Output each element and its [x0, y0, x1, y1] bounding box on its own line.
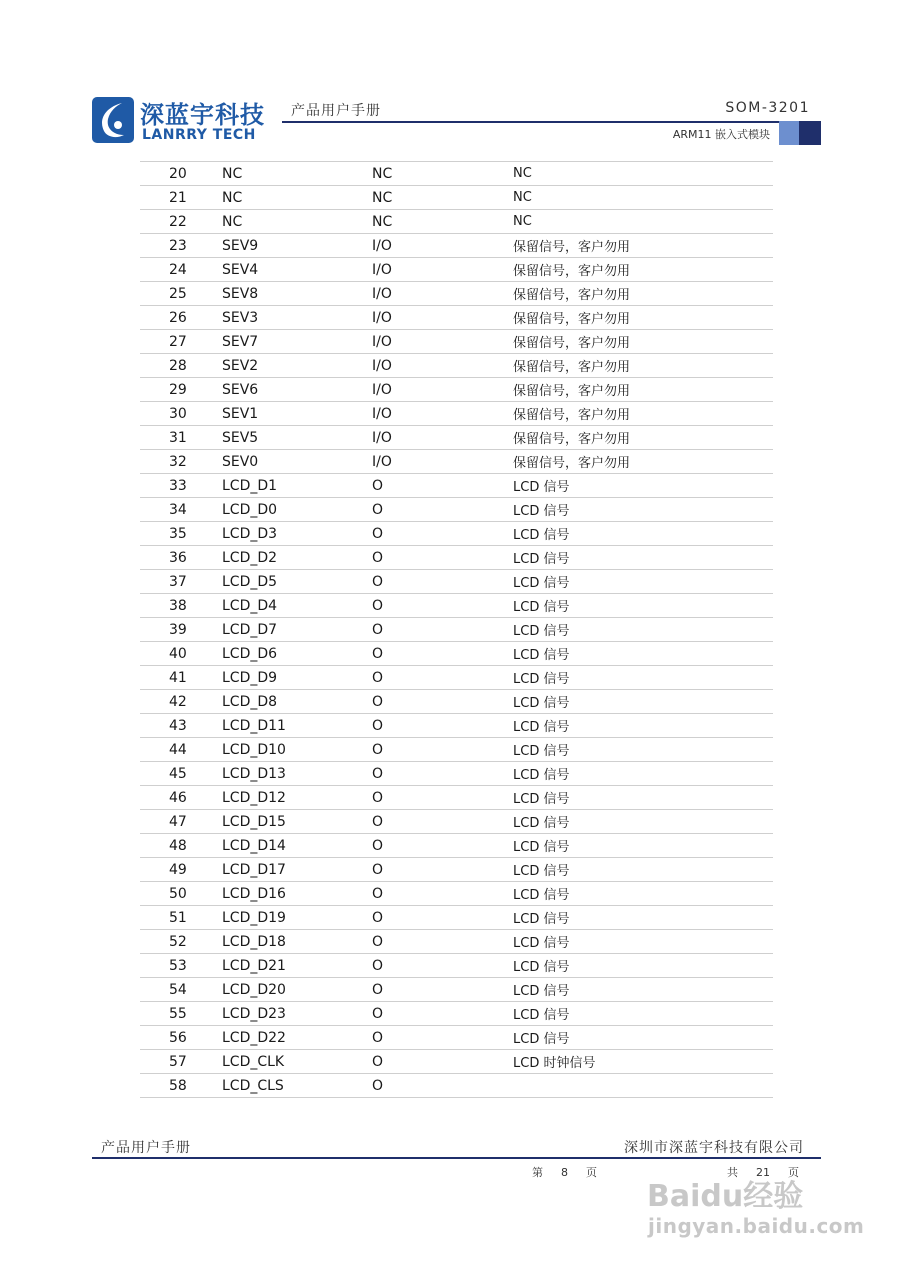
watermark-brand: Baidu经验	[647, 1179, 804, 1214]
table-row	[140, 426, 773, 450]
pin-type: I/O	[372, 234, 513, 258]
table-row	[140, 786, 773, 810]
pin-description: LCD 信号	[513, 930, 773, 954]
footer-doc-title: 产品用户手册	[101, 1140, 191, 1156]
pin-description: LCD 信号	[513, 978, 773, 1002]
pin-description: NC	[513, 162, 773, 186]
pin-name: LCD_D19	[222, 906, 372, 930]
table-row	[140, 642, 773, 666]
pin-type: O	[372, 882, 513, 906]
pin-type: O	[372, 1002, 513, 1026]
pin-description: LCD 信号	[513, 810, 773, 834]
table-row	[140, 738, 773, 762]
pin-name: LCD_D1	[222, 474, 372, 498]
table-row	[140, 618, 773, 642]
table-row	[140, 402, 773, 426]
pin-number: 22	[140, 210, 222, 234]
table-row	[140, 978, 773, 1002]
pin-type: O	[372, 594, 513, 618]
table-row	[140, 1050, 773, 1074]
pin-type: O	[372, 1026, 513, 1050]
pin-name: NC	[222, 186, 372, 210]
pin-name: SEV6	[222, 378, 372, 402]
table-row	[140, 330, 773, 354]
pin-type: I/O	[372, 426, 513, 450]
pin-description: LCD 信号	[513, 570, 773, 594]
pin-number: 23	[140, 234, 222, 258]
pin-number: 53	[140, 954, 222, 978]
pin-description: LCD 信号	[513, 618, 773, 642]
pin-number: 46	[140, 786, 222, 810]
pin-description: LCD 信号	[513, 1026, 773, 1050]
pin-description: 保留信号，客户勿用	[513, 354, 773, 378]
table-row	[140, 354, 773, 378]
pin-number: 44	[140, 738, 222, 762]
pin-description: LCD 信号	[513, 954, 773, 978]
pin-number: 35	[140, 522, 222, 546]
pin-number: 51	[140, 906, 222, 930]
pin-name: LCD_D8	[222, 690, 372, 714]
table-row	[140, 1074, 773, 1098]
pin-name: SEV7	[222, 330, 372, 354]
pin-description: 保留信号，客户勿用	[513, 426, 773, 450]
pin-number: 34	[140, 498, 222, 522]
page-prefix: 第	[532, 1166, 543, 1179]
pin-name: LCD_CLK	[222, 1050, 372, 1074]
pin-type: O	[372, 642, 513, 666]
header-doc-title: 产品用户手册	[291, 103, 381, 119]
table-row	[140, 162, 773, 186]
pin-type: O	[372, 570, 513, 594]
pin-type: O	[372, 522, 513, 546]
pin-description: LCD 信号	[513, 1002, 773, 1026]
pin-type: I/O	[372, 378, 513, 402]
pin-type: O	[372, 906, 513, 930]
table-row	[140, 234, 773, 258]
pin-type: O	[372, 666, 513, 690]
table-row	[140, 378, 773, 402]
pin-type: O	[372, 810, 513, 834]
pin-name: LCD_D21	[222, 954, 372, 978]
total-num: 21	[756, 1166, 770, 1179]
pin-description: LCD 信号	[513, 738, 773, 762]
pin-name: LCD_D23	[222, 1002, 372, 1026]
table-row	[140, 546, 773, 570]
page-suffix: 页	[586, 1166, 597, 1179]
table-row	[140, 714, 773, 738]
table-row	[140, 810, 773, 834]
table-row	[140, 954, 773, 978]
pin-number: 49	[140, 858, 222, 882]
pin-number: 39	[140, 618, 222, 642]
pin-type: O	[372, 618, 513, 642]
pin-type: I/O	[372, 282, 513, 306]
pin-name: LCD_D0	[222, 498, 372, 522]
pin-number: 56	[140, 1026, 222, 1050]
pin-number: 20	[140, 162, 222, 186]
pin-number: 57	[140, 1050, 222, 1074]
pin-number: 37	[140, 570, 222, 594]
pin-number: 30	[140, 402, 222, 426]
pin-definition-table	[140, 161, 773, 1098]
pin-name: LCD_D13	[222, 762, 372, 786]
pin-type: O	[372, 738, 513, 762]
pin-description: LCD 信号	[513, 906, 773, 930]
table-row	[140, 1002, 773, 1026]
header-subtitle: ARM11 嵌入式模块	[672, 128, 770, 141]
pin-type: I/O	[372, 402, 513, 426]
pin-name: NC	[222, 162, 372, 186]
header-accent-dark	[799, 121, 821, 145]
pin-number: 52	[140, 930, 222, 954]
pin-name: LCD_D16	[222, 882, 372, 906]
watermark-url: jingyan.baidu.com	[648, 1214, 865, 1238]
pin-name: LCD_D11	[222, 714, 372, 738]
pin-name: LCD_D22	[222, 1026, 372, 1050]
pin-description: 保留信号，客户勿用	[513, 402, 773, 426]
table-row	[140, 858, 773, 882]
pin-number: 33	[140, 474, 222, 498]
pin-number: 26	[140, 306, 222, 330]
pin-number: 27	[140, 330, 222, 354]
pin-description: LCD 信号	[513, 546, 773, 570]
pin-number: 24	[140, 258, 222, 282]
pin-number: 41	[140, 666, 222, 690]
pin-name: LCD_D7	[222, 618, 372, 642]
pin-number: 36	[140, 546, 222, 570]
table-row	[140, 1026, 773, 1050]
pin-number: 58	[140, 1074, 222, 1098]
table-row	[140, 282, 773, 306]
pin-name: SEV5	[222, 426, 372, 450]
pin-number: 40	[140, 642, 222, 666]
pin-number: 42	[140, 690, 222, 714]
pin-number: 45	[140, 762, 222, 786]
pin-number: 21	[140, 186, 222, 210]
table-row	[140, 498, 773, 522]
pin-type: NC	[372, 210, 513, 234]
pin-number: 48	[140, 834, 222, 858]
pin-name: LCD_D4	[222, 594, 372, 618]
pin-description: 保留信号，客户勿用	[513, 330, 773, 354]
pin-number: 54	[140, 978, 222, 1002]
pin-type: O	[372, 930, 513, 954]
pin-name: SEV3	[222, 306, 372, 330]
logo-chinese-name: 深蓝宇科技	[140, 101, 265, 129]
pin-description: 保留信号，客户勿用	[513, 234, 773, 258]
table-row	[140, 570, 773, 594]
footer-company: 深圳市深蓝宇科技有限公司	[624, 1140, 804, 1156]
pin-type: O	[372, 690, 513, 714]
pin-name: SEV9	[222, 234, 372, 258]
pin-type: O	[372, 474, 513, 498]
pin-number: 55	[140, 1002, 222, 1026]
pin-description	[513, 1074, 773, 1098]
pin-type: O	[372, 546, 513, 570]
pin-name: LCD_D9	[222, 666, 372, 690]
table-row	[140, 762, 773, 786]
table-row	[140, 258, 773, 282]
pin-description: LCD 信号	[513, 522, 773, 546]
pin-description: 保留信号，客户勿用	[513, 450, 773, 474]
pin-description: LCD 信号	[513, 834, 773, 858]
pin-type: NC	[372, 162, 513, 186]
pin-type: O	[372, 786, 513, 810]
total-suffix: 页	[788, 1166, 799, 1179]
header-divider	[282, 121, 797, 123]
pin-type: O	[372, 714, 513, 738]
header-accent-light	[779, 121, 799, 145]
pin-type: I/O	[372, 330, 513, 354]
pin-name: LCD_D18	[222, 930, 372, 954]
pin-type: O	[372, 498, 513, 522]
table-row	[140, 210, 773, 234]
pin-name: LCD_D15	[222, 810, 372, 834]
pin-type: NC	[372, 186, 513, 210]
table-row	[140, 690, 773, 714]
pin-name: LCD_D3	[222, 522, 372, 546]
pin-name: SEV0	[222, 450, 372, 474]
pin-description: LCD 信号	[513, 882, 773, 906]
pin-number: 32	[140, 450, 222, 474]
pin-name: LCD_CLS	[222, 1074, 372, 1098]
pin-number: 31	[140, 426, 222, 450]
page-num: 8	[561, 1166, 568, 1179]
pin-description: LCD 信号	[513, 786, 773, 810]
pin-description: LCD 时钟信号	[513, 1050, 773, 1074]
pin-description: 保留信号，客户勿用	[513, 258, 773, 282]
pin-name: LCD_D2	[222, 546, 372, 570]
pin-description: LCD 信号	[513, 690, 773, 714]
footer-page-number	[532, 1164, 615, 1180]
pin-number: 47	[140, 810, 222, 834]
pin-name: SEV4	[222, 258, 372, 282]
pin-description: NC	[513, 210, 773, 234]
pin-name: LCD_D12	[222, 786, 372, 810]
table-row	[140, 834, 773, 858]
pin-type: O	[372, 954, 513, 978]
pin-type: I/O	[372, 450, 513, 474]
table-row	[140, 474, 773, 498]
pin-description: LCD 信号	[513, 642, 773, 666]
company-logo-icon	[92, 97, 134, 143]
pin-name: SEV2	[222, 354, 372, 378]
pin-type: O	[372, 762, 513, 786]
logo-english-name: LANRRY TECH	[142, 127, 256, 143]
pin-name: SEV8	[222, 282, 372, 306]
pin-type: O	[372, 1050, 513, 1074]
pin-name: LCD_D10	[222, 738, 372, 762]
header-model: SOM-3201	[725, 100, 810, 116]
table-row	[140, 450, 773, 474]
pin-type: O	[372, 1074, 513, 1098]
table-row	[140, 522, 773, 546]
pin-description: LCD 信号	[513, 714, 773, 738]
pin-description: LCD 信号	[513, 666, 773, 690]
pin-number: 25	[140, 282, 222, 306]
pin-description: LCD 信号	[513, 594, 773, 618]
pin-type: I/O	[372, 306, 513, 330]
pin-type: O	[372, 978, 513, 1002]
total-prefix: 共	[727, 1166, 738, 1179]
pin-number: 29	[140, 378, 222, 402]
pin-description: LCD 信号	[513, 762, 773, 786]
pin-type: O	[372, 858, 513, 882]
pin-number: 43	[140, 714, 222, 738]
table-row	[140, 930, 773, 954]
pin-name: LCD_D5	[222, 570, 372, 594]
pin-type: I/O	[372, 354, 513, 378]
table-row	[140, 186, 773, 210]
pin-name: SEV1	[222, 402, 372, 426]
pin-description: LCD 信号	[513, 858, 773, 882]
pin-description: 保留信号，客户勿用	[513, 378, 773, 402]
table-row	[140, 306, 773, 330]
table-row	[140, 882, 773, 906]
pin-number: 28	[140, 354, 222, 378]
pin-description: 保留信号，客户勿用	[513, 282, 773, 306]
pin-type: O	[372, 834, 513, 858]
pin-number: 38	[140, 594, 222, 618]
table-row	[140, 594, 773, 618]
pin-name: LCD_D20	[222, 978, 372, 1002]
pin-number: 50	[140, 882, 222, 906]
table-row	[140, 666, 773, 690]
table-row	[140, 906, 773, 930]
footer-divider	[92, 1157, 821, 1159]
pin-type: I/O	[372, 258, 513, 282]
pin-name: LCD_D14	[222, 834, 372, 858]
pin-name: LCD_D17	[222, 858, 372, 882]
pin-description: 保留信号，客户勿用	[513, 306, 773, 330]
pin-description: LCD 信号	[513, 498, 773, 522]
pin-description: NC	[513, 186, 773, 210]
pin-name: NC	[222, 210, 372, 234]
pin-description: LCD 信号	[513, 474, 773, 498]
pin-name: LCD_D6	[222, 642, 372, 666]
